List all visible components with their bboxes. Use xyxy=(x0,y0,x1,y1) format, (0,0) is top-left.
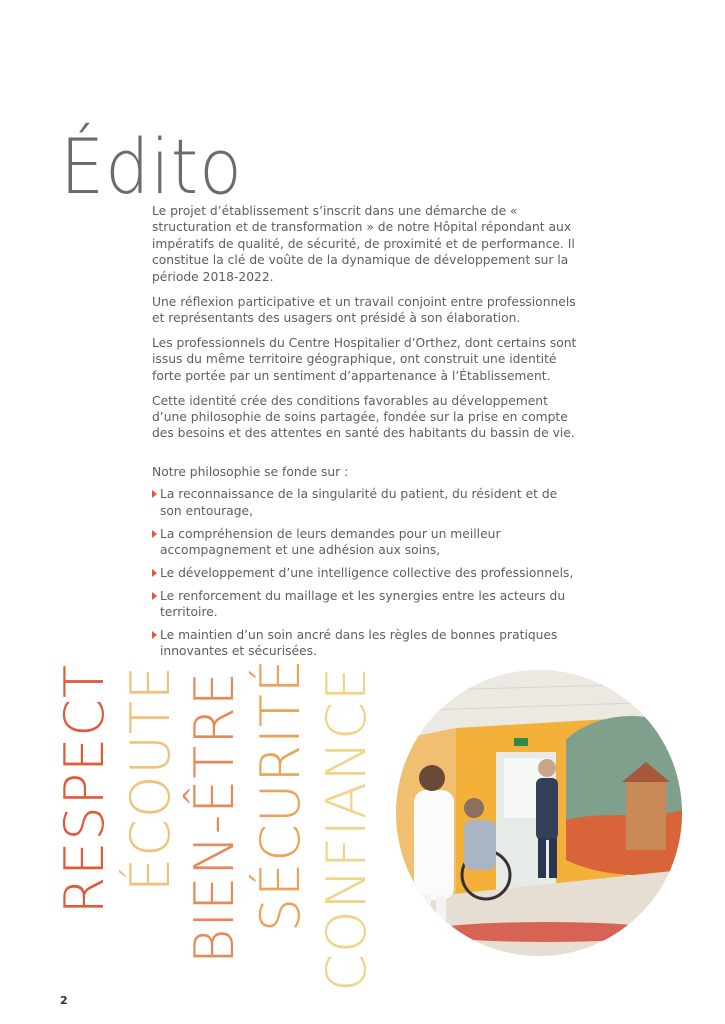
list-item xyxy=(152,526,582,559)
list-item xyxy=(152,627,582,660)
edito-body xyxy=(152,203,582,666)
list-item-text: Le renforcement du maillage et les synergies entre les acteurs du territoire. xyxy=(160,588,566,620)
list-item xyxy=(152,486,582,519)
values-words xyxy=(53,657,378,1000)
paragraph: Le projet d’établissement s’inscrit dans une démarche de « structuration et de transformation » de notre Hôpital répondant aux impératifs de qualité, de sécurité, de proximité et de performance. Il constitue la clé de voûte de la dynamique de développement sur la période 2018-2022. xyxy=(152,204,575,284)
list-item xyxy=(152,565,582,581)
list-item-text: La compréhension de leurs demandes pour un meilleur accompagnement et une adhésion aux soins, xyxy=(160,526,501,557)
value-word-securite: SÉCURITÉ xyxy=(249,657,312,932)
arrow-bullet-icon xyxy=(152,569,157,577)
arrow-bullet-icon xyxy=(152,592,157,600)
list-item-text: Le maintien d’un soin ancré dans les règles de bonnes pratiques innovantes et sécurisées. xyxy=(160,628,558,659)
list-item xyxy=(152,588,582,621)
value-word-bien-etre: BIEN-ÊTRE xyxy=(183,670,246,964)
philosophy-intro: Notre philosophie se fonde sur : xyxy=(152,464,349,479)
value-word-ecoute: ÉCOUTE xyxy=(119,665,182,892)
page-title: Édito xyxy=(60,121,243,211)
paragraph: Les professionnels du Centre Hospitalier d’Orthez, dont certains sont issus du même territoire géographique, ont construit une identité forte portée par un sentiment d’appartenance à l’Établissement. xyxy=(152,335,577,383)
photo-illustration xyxy=(396,670,682,956)
arrow-bullet-icon xyxy=(152,631,157,639)
hospital-corridor-photo xyxy=(396,670,682,956)
paragraph: Une réflexion participative et un travail conjoint entre professionnels et représentants des usagers ont présidé à son élaboration. xyxy=(152,294,576,325)
value-word-confiance: CONFIANCE xyxy=(315,666,378,992)
list-item-text: Le développement d’une intelligence collective des professionnels, xyxy=(160,565,574,580)
value-word-respect: RESPECT xyxy=(53,663,116,914)
list-item-text: La reconnaissance de la singularité du patient, du résident et de son entourage, xyxy=(160,487,558,518)
page-number: 2 xyxy=(60,994,68,1007)
philosophy-list xyxy=(152,486,582,660)
arrow-bullet-icon xyxy=(152,490,157,498)
paragraph: Cette identité crée des conditions favorables au développement d’une philosophie de soins partagée, fondée sur la prise en compte des besoins et des attentes en santé des habitants du bassin de vie. xyxy=(152,393,575,441)
arrow-bullet-icon xyxy=(152,530,157,538)
